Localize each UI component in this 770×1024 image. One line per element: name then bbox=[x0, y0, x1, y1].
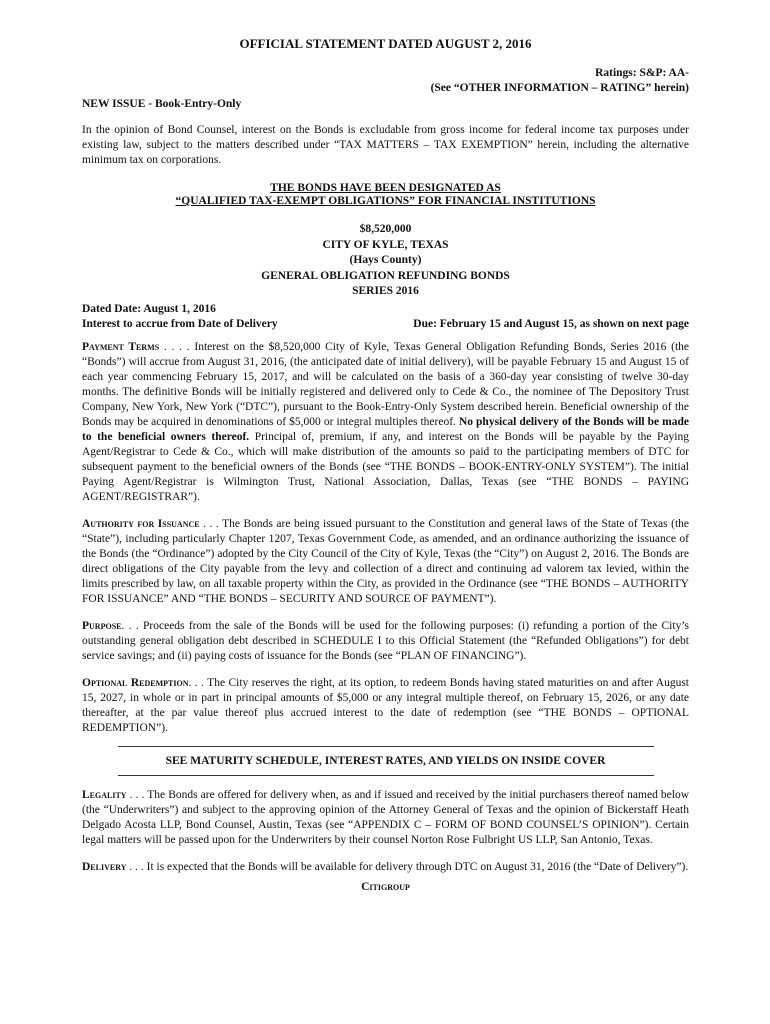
authority-heading: Authority for Issuance bbox=[82, 517, 200, 530]
qualified-designation bbox=[82, 182, 689, 208]
delivery-heading: Delivery bbox=[82, 860, 127, 873]
payment-terms-body-a: . . . . Interest on the $8,520,000 City of Kyle, Texas General Obligation Refunding Bonds, Series 2016 (the “Bonds”) will accrue from August 31, 2016, (the anticipated date of initial delivery), will be payable February 15 and August 15 of each year commencing February 15, 2017, and will be calculated on the basis of a 360-day year consisting of twelve 30-day months. The definitive Bonds will be initially registered and delivered only to Cede & Co., the nominee of The Depository Trust Company, New York, New York (“DTC”), pursuant to the Book-Entry-Only System described herein. Beneficial ownership of the Bonds may be acquired in denominations of $5,000 or integral multiples thereof. bbox=[82, 340, 689, 428]
redemption-section bbox=[82, 676, 689, 736]
underwriter-name: Citigroup bbox=[361, 880, 410, 893]
new-issue-label: NEW ISSUE - Book-Entry-Only bbox=[82, 98, 242, 110]
payment-terms-heading: Payment Terms bbox=[82, 340, 160, 353]
due-dates: Due: February 15 and August 15, as shown on next page bbox=[413, 317, 689, 330]
bond-issuer: CITY OF KYLE, TEXAS bbox=[322, 238, 449, 251]
bond-name: GENERAL OBLIGATION REFUNDING BONDS bbox=[261, 269, 510, 282]
designation-line-1: THE BONDS HAVE BEEN DESIGNATED AS bbox=[270, 182, 501, 194]
bond-series: SERIES 2016 bbox=[352, 285, 419, 297]
maturity-notice-box bbox=[82, 746, 689, 776]
authority-body: . . . The Bonds are being issued pursuant to the Constitution and general laws of the State of Texas (the “State”), including particularly Chapter 1207, Texas Government Code, as amended, and an ordinance authorizing the issuance of the Bonds (the “Ordinance”) adopted by the City Council of the City of Kyle, Texas (the “City”) on August 2, 2016. The Bonds are direct obligations of the City payable from the levy and collection of a direct and continuing ad valorem tax levied, within the limits prescribed by law, on all taxable property within the City, as provided in the Ordinance (see “THE BONDS – AUTHORITY FOR ISSUANCE” AND “THE BONDS – SECURITY AND SOURCE OF PAYMENT”). bbox=[82, 517, 689, 605]
delivery-section bbox=[82, 860, 689, 875]
legality-section bbox=[82, 788, 689, 848]
purpose-body: . . . Proceeds from the sale of the Bonds will be used for the following purposes: (i) refunding a portion of the City’s outstanding general obligation debt described in SCHEDULE I to this Official Statement (the “Refunded Obligations”) for debt service savings; and (ii) paying costs of issuance for the Bonds (see “PLAN OF FINANCING”). bbox=[82, 619, 689, 662]
designation-line-2: “QUALIFIED TAX-EXEMPT OBLIGATIONS” FOR FINANCIAL INSTITUTIONS bbox=[175, 195, 596, 207]
payment-terms-section bbox=[82, 340, 689, 505]
ratings-block bbox=[82, 66, 689, 96]
document-title: OFFICIAL STATEMENT DATED AUGUST 2, 2016 bbox=[239, 36, 532, 51]
physical-delivery-notice: No physical delivery of the Bonds will be made to the beneficial owners thereof. bbox=[82, 415, 689, 443]
interest-accrual: Interest to accrue from Date of Delivery bbox=[82, 317, 278, 330]
bond-title-block bbox=[82, 222, 689, 300]
dated-date: Dated Date: August 1, 2016 bbox=[82, 302, 216, 315]
ratings-line: Ratings: S&P: AA- bbox=[595, 67, 689, 79]
payment-terms-body-b: Principal of, premium, if any, and interest on the Bonds will be payable by the Paying Agent/Registrar to Cede & Co., which will make distribution of the amounts so paid to the participating members of DTC for subsequent payment to the beneficial owners of the Bonds (see “THE BONDS – BOOK-ENTRY-ONLY SYSTEM”). The initial Paying Agent/Registrar is Wilmington Trust, National Association, Dallas, Texas (see “THE BONDS – PAYING AGENT/REGISTRAR”). bbox=[82, 430, 689, 503]
maturity-notice: SEE MATURITY SCHEDULE, INTEREST RATES, AND YIELDS ON INSIDE COVER bbox=[165, 754, 606, 767]
official-statement-page bbox=[82, 36, 689, 893]
accrual-due-row bbox=[82, 317, 689, 332]
delivery-body: . . . It is expected that the Bonds will be available for delivery through DTC on August 31, 2016 (the “Date of Delivery”). bbox=[126, 860, 689, 873]
legality-body: . . . The Bonds are offered for delivery when, as and if issued and received by the initial purchasers thereof named below (the “Underwriters”) and subject to the approving opinion of the Attorney General of Texas and the opinion of Bickerstaff Heath Delgado Acosta LLP, Bond Counsel, Austin, Texas (see “APPENDIX C – FORM OF BOND COUNSEL’S OPINION”). Certain legal matters will be passed upon for the Underwriters by their counsel Norton Rose Fulbright US LLP, San Antonio, Texas. bbox=[82, 788, 689, 846]
notice-bottom-rule bbox=[118, 775, 654, 776]
ratings-reference: (See “OTHER INFORMATION – RATING” herein) bbox=[430, 82, 689, 94]
redemption-heading: Optional Redemption bbox=[82, 676, 189, 689]
bond-counsel-opinion: In the opinion of Bond Counsel, interest on the Bonds is excludable from gross income for federal income tax purposes under existing law, subject to the matters described under “TAX MATTERS – TAX EXEMPTION” herein, including the alternative minimum tax on corporations. bbox=[82, 124, 689, 166]
bond-amount: $8,520,000 bbox=[359, 223, 412, 235]
purpose-section bbox=[82, 619, 689, 664]
authority-section bbox=[82, 517, 689, 607]
bond-county: (Hays County) bbox=[349, 254, 422, 266]
redemption-body: . . . The City reserves the right, at its option, to redeem Bonds having stated maturities on and after August 15, 2027, in whole or in part in principal amounts of $5,000 or any integral multiple thereof, on February 15, 2026, or any date thereafter, at the par value thereof plus accrued interest to the date of redemption (see “THE BONDS – OPTIONAL REDEMPTION”). bbox=[82, 676, 689, 734]
legality-heading: Legality bbox=[82, 788, 127, 801]
purpose-heading: Purpose bbox=[82, 619, 122, 632]
dated-block bbox=[82, 302, 689, 332]
